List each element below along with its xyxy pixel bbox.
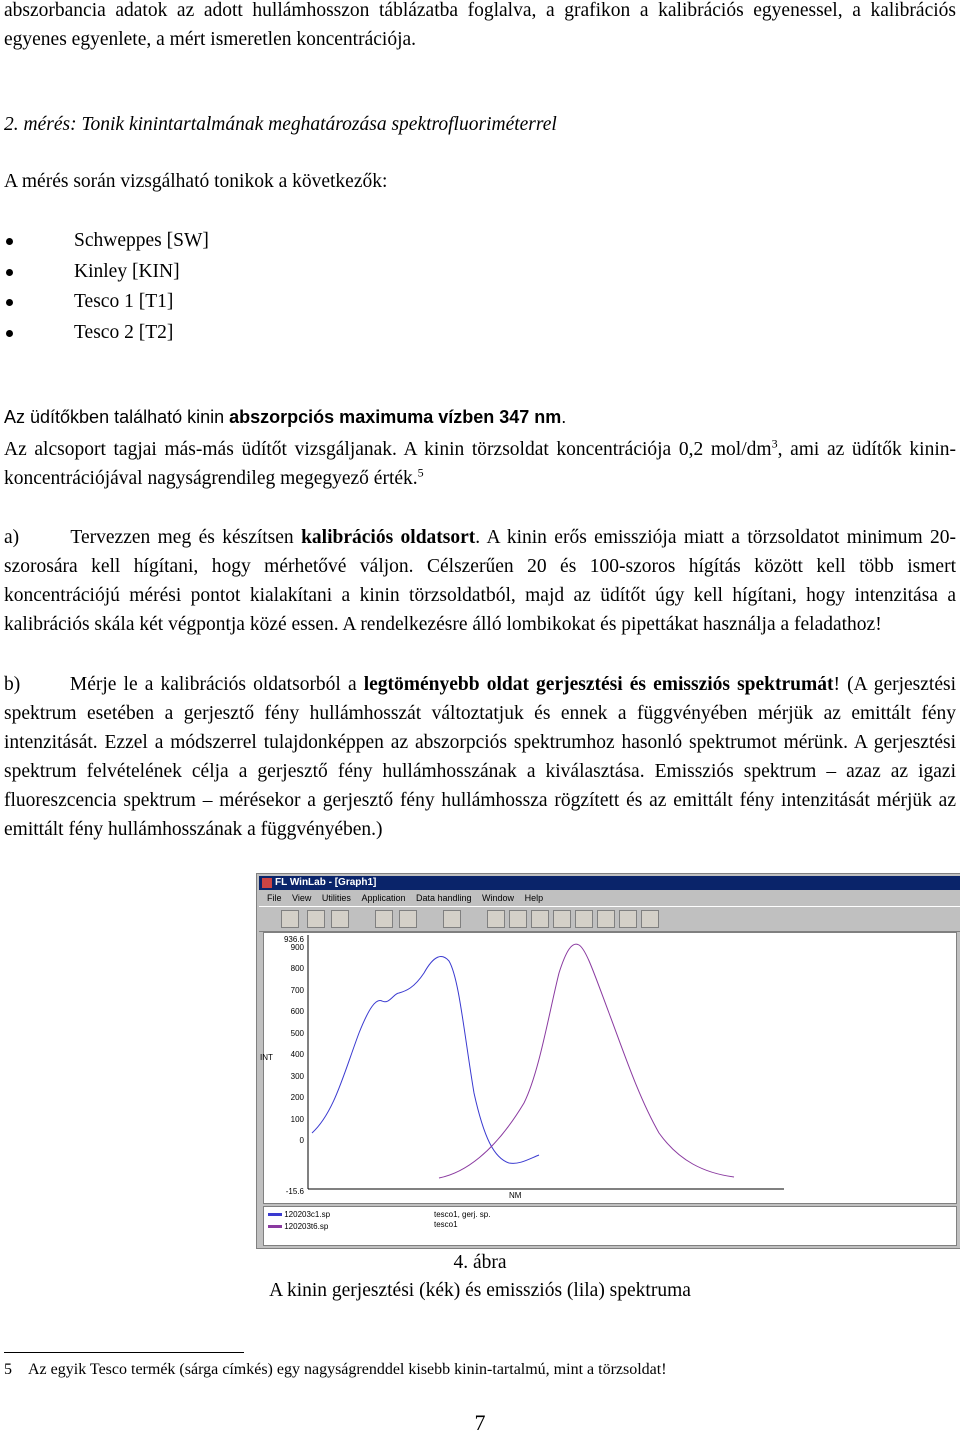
toolbar-button[interactable] [487,910,505,928]
menu-file[interactable]: File [267,893,282,903]
excitation-spectrum-line [312,957,539,1164]
figure-caption: A kinin gerjesztési (kék) és emissziós (lila) spektruma [269,1280,691,1301]
absorption-paragraph: Az üdítőkben található kinin abszorpciós maximuma vízben 347 nm. [4,407,567,427]
toolbar-button[interactable] [553,910,571,928]
stock-solution-paragraph: Az alcsoport tagjai más-más üdítőt vizsgáljanak. A kinin törzsoldat koncentrációja 0,2 mol/$dm^3$, ami az üdítők kinin-koncentrációjával nagyságrendileg megegyező érték.$^5$ [4,436,956,489]
menu-application[interactable]: Application [361,893,406,903]
toolbar-button[interactable] [443,910,461,928]
window-titlebar: FL WinLab - [Graph1] [259,876,960,890]
y-tick-label: 500 [290,1029,304,1038]
bullet-icon [6,238,13,245]
x-axis-label: NM [509,1191,522,1200]
y-tick-label: 800 [290,964,304,973]
spectrum-plot [260,932,957,1204]
bullet-icon [6,269,13,276]
toolbar [259,906,960,932]
toolbar-button[interactable] [641,910,659,928]
toolbar-button[interactable] [331,910,349,928]
y-tick-label: 936.6 [283,935,304,944]
legend-name: tesco1 [434,1220,458,1229]
menu-data-handling[interactable]: Data handling [415,893,472,903]
y-tick-label: 400 [290,1050,304,1059]
y-axis-label: INT [260,1053,273,1062]
spectrum-figure-window [256,873,960,1249]
bullet-icon [6,330,13,337]
task-b-paragraph: b) Mérje le a kalibrációs oldatsorból a legtöményebb oldat gerjesztési és emissziós spektrumát! (A gerjesztési spektrum esetében a gerjesztő fény hullámhosszát változtatjuk és ennek a függvényében mérjük az emittált fény intenzitását. Ezzel a módszerrel tulajdonképpen az abszorpciós spektrumhoz hasonló spektrumot mérünk. A gerjesztési spektrum felvételének célja a gerjesztő fény hullámhosszának a kiválasztása. Emissziós spektrum – azaz az igazi fluoreszcencia spektrum – mérésekor a gerjesztő fény hullámhossza rögzített és az emittált fény intenzitását mérjük az emittált fény hullámhosszának a függvényében.) [4,674,956,840]
toolbar-button[interactable] [375,910,393,928]
legend-panel [263,1206,957,1246]
section-title: 2. mérés: Tonik kinintartalmának meghatározása spektrofluoriméterrel [4,114,557,135]
toolbar-button[interactable] [509,910,527,928]
task-a-paragraph: a) Tervezzen meg és készítsen kalibrációs oldatsort. A kinin erős emissziója miatt a törzsoldatot minimum 20-szorosára kell hígítani, hogy mérhetővé váljon. Célszerűen 20 és 100-szoros hígítás között kell több ismert koncentrációjú mérési pontot kialakítani a kinin törzsoldatból, majd az üdítőt úgy kell hígítani, hogy intenzitása a kalibrációs skála két végpontja közé essen. A rendelkezésre álló lombikokat és pipettákat használja a feladathoz! [4,527,956,635]
toolbar-button[interactable] [619,910,637,928]
list-item: Schweppes [SW] [4,226,209,257]
toolbar-button[interactable] [307,910,325,928]
y-tick-label: 300 [290,1072,304,1081]
menu-window[interactable]: Window [482,893,515,903]
y-tick-label: 100 [290,1115,304,1124]
list-item: Kinley [KIN] [4,257,209,288]
toolbar-button[interactable] [399,910,417,928]
tonic-list [4,226,209,348]
menu-utilities[interactable]: Utilities [321,893,351,903]
legend-name: tesco1, gerj. sp. [434,1210,491,1219]
list-item: Tesco 1 [T1] [4,287,209,318]
emission-swatch-icon [268,1225,282,1228]
legend-item[interactable]: 120203c1.sp [268,1210,330,1219]
y-tick-label: 700 [290,986,304,995]
spectrum-curves [264,933,958,1203]
toolbar-button[interactable] [531,910,549,928]
list-item: Tesco 2 [T2] [4,318,209,349]
footnote-divider [4,1352,244,1353]
app-icon [262,878,272,888]
footnote: 5 Az egyik Tesco termék (sárga címkés) egy nagyságrenddel kisebb kinin-tartalmú, mint a törzsoldat! [4,1361,667,1378]
intro-text: A mérés során vizsgálható tonikok a következők: [4,171,388,192]
y-tick-label: 600 [290,1007,304,1016]
y-tick-label: 900 [290,943,304,952]
y-tick-label: -15.6 [285,1187,304,1196]
y-tick-label: 200 [290,1093,304,1102]
toolbar-button[interactable] [281,910,299,928]
menu-view[interactable]: View [292,893,312,903]
y-tick-label: 0 [299,1136,304,1145]
excitation-swatch-icon [268,1213,282,1216]
menu-help[interactable]: Help [524,893,544,903]
figure-number: 4. ábra [453,1252,507,1273]
toolbar-button[interactable] [597,910,615,928]
page-number: 7 [474,1410,486,1435]
top-paragraph: abszorbancia adatok az adott hullámhosszon táblázatba foglalva, a grafikon a kalibrációs egyenessel, a kalibrációs egyenes egyenlete, a mért ismeretlen koncentrációja. [4,0,956,50]
emission-spectrum-line [439,944,734,1178]
toolbar-button[interactable] [575,910,593,928]
legend-item[interactable]: 120203t6.sp [268,1222,328,1231]
footnote-ref: 5 [417,465,424,480]
menu-bar [259,891,960,905]
bullet-icon [6,299,13,306]
